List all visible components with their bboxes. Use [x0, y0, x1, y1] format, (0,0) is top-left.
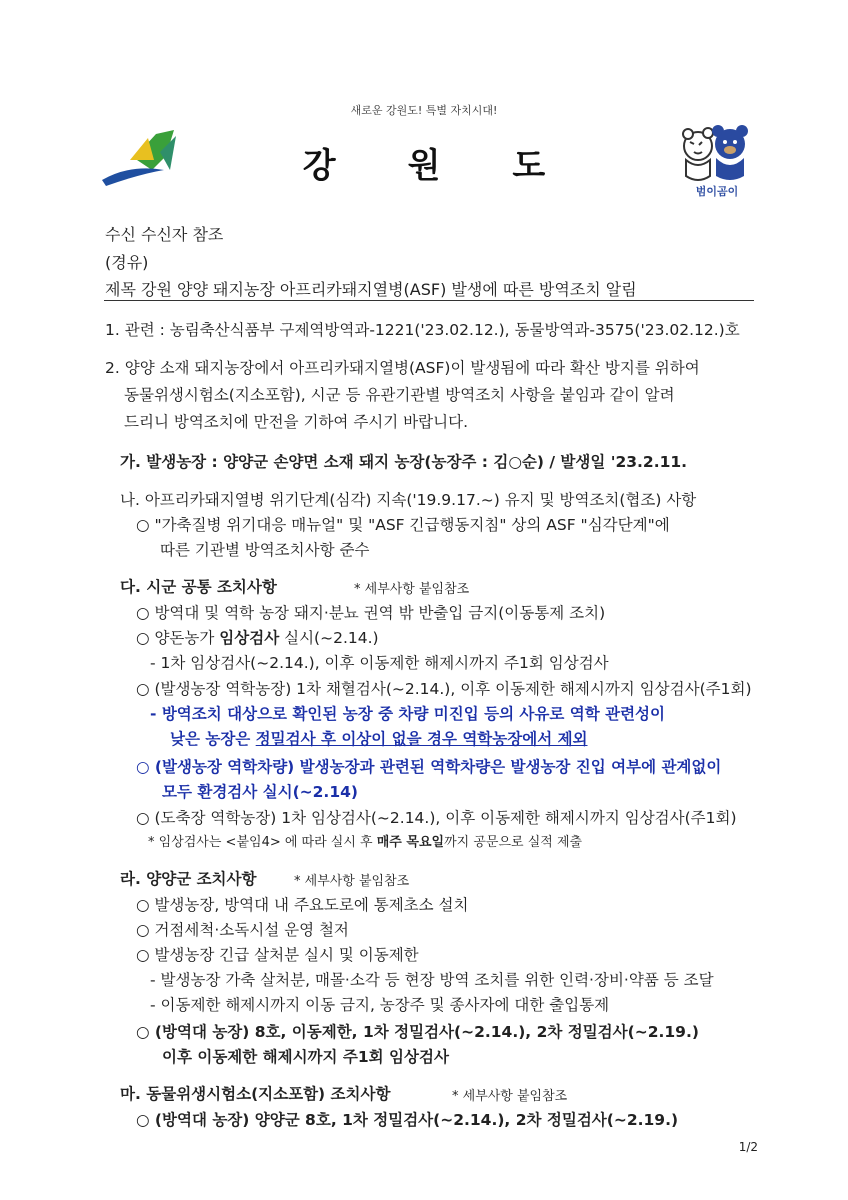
page-title: 강원도 [302, 146, 618, 186]
ra-item-4-line-1: ○ (방역대 농장) 8호, 이동제한, 1차 정밀검사(~2.14.), 2차 정밀검사(~2.19.) [136, 1023, 699, 1041]
ra-item-2: ○ 거점세척·소독시설 운영 철저 [136, 921, 349, 939]
ma-item-1: ○ (방역대 농장) 양양군 8호, 1차 정밀검사(~2.14.), 2차 정밀검사(~2.19.) [136, 1111, 679, 1129]
via-line: (경유) [105, 253, 149, 272]
section-ra-note: * 세부사항 붙임참조 [294, 874, 410, 889]
ra-item-3-sub-1: - 발생농장 가축 살처분, 매몰·소각 등 현장 방역 조치를 위한 인력·장비·약품 등 조달 [150, 971, 714, 989]
da-item-1: ○ 방역대 및 역학 농장 돼지·분뇨 권역 밖 반출입 금지(이동통제 조치) [136, 604, 606, 622]
section-na: 나. 아프리카돼지열병 위기단계(심각) 지속('19.9.17.~) 유지 및 방역조치(협조) 사항 [120, 491, 697, 509]
slogan: 새로운 강원도! 특별 자치시대! [350, 104, 498, 117]
mascot-label: 범이곰이 [695, 185, 739, 198]
da-item-3-sub-line-2: 낮은 농장은 정밀검사 후 이상이 없을 경우 역학농장에서 제외 [170, 730, 588, 748]
na-item-1-line-2: 따른 기관별 방역조치사항 준수 [160, 541, 370, 559]
recipient-line: 수신 수신자 참조 [105, 225, 224, 244]
da-item-5-note: * 임상검사는 <붙임4> 에 따라 실시 후 매주 목요일까지 공문으로 실적 제출 [148, 835, 583, 850]
paragraph-2-line-1: 2. 양양 소재 돼지농장에서 아프리카돼지열병(ASF)이 발생됨에 따라 확산 방지를 위하여 [105, 359, 700, 377]
section-ma-note: * 세부사항 붙임참조 [452, 1089, 568, 1104]
da-item-2-sub: - 1차 임상검사(~2.14.), 이후 이동제한 해제시까지 주1회 임상검사 [150, 654, 609, 672]
na-item-1-line-1: ○ "가축질병 위기대응 매뉴얼" 및 "ASF 긴급행동지침" 상의 ASF "심각단계"에 [136, 516, 670, 534]
da-item-4-line-2: 모두 환경검사 실시(~2.14) [162, 783, 358, 801]
da-item-5: ○ (도축장 역학농장) 1차 임상검사(~2.14.), 이후 이동제한 해제시까지 임상검사(주1회) [136, 809, 737, 827]
subject-line: 제목 강원 양양 돼지농장 아프리카돼지열병(ASF) 발생에 따른 방역조치 알림 [105, 280, 637, 299]
section-da-title: 다. 시군 공통 조치사항 [120, 578, 277, 596]
ra-item-1: ○ 발생농장, 방역대 내 주요도로에 통제초소 설치 [136, 896, 469, 914]
paragraph-2-line-3: 드리니 방역조치에 만전을 기하여 주시기 바랍니다. [124, 413, 468, 431]
da-item-2: ○ 양돈농가 임상검사 실시(~2.14.) [136, 629, 379, 647]
paragraph-1: 1. 관련 : 농림축산식품부 구제역방역과-1221('23.02.12.), 동물방역과-3575('23.02.12.)호 [105, 321, 740, 339]
section-ga: 가. 발생농장 : 양양군 손양면 소재 돼지 농장(농장주 : 김○순) / 발생일 '23.2.11. [120, 453, 688, 471]
section-ra-title: 라. 양양군 조치사항 [120, 870, 257, 888]
page-number: 1/2 [738, 1140, 758, 1154]
divider [104, 300, 754, 301]
ra-item-4-line-2: 이후 이동제한 해제시까지 주1회 임상검사 [162, 1048, 449, 1066]
da-item-3-sub-line-1: - 방역조치 대상으로 확인된 농장 중 차량 미진입 등의 사유로 역학 관련성이 [150, 705, 665, 723]
da-item-3: ○ (발생농장 역학농장) 1차 채혈검사(~2.14.), 이후 이동제한 해제시까지 임상검사(주1회) [136, 680, 752, 698]
section-ma-title: 마. 동물위생시험소(지소포함) 조치사항 [120, 1085, 391, 1103]
paragraph-2-line-2: 동물위생시험소(지소포함), 시군 등 유관기관별 방역조치 사항을 붙임과 같이 알려 [124, 386, 675, 404]
ra-item-3-sub-2: - 이동제한 해제시까지 이동 금지, 농장주 및 종사자에 대한 출입통제 [150, 996, 610, 1014]
section-da-note: * 세부사항 붙임참조 [354, 582, 470, 597]
da-item-4-line-1: ○ (발생농장 역학차량) 발생농장과 관련된 역학차량은 발생농장 진입 여부에 관계없이 [136, 758, 722, 776]
ra-item-3: ○ 발생농장 긴급 살처분 실시 및 이동제한 [136, 946, 419, 964]
